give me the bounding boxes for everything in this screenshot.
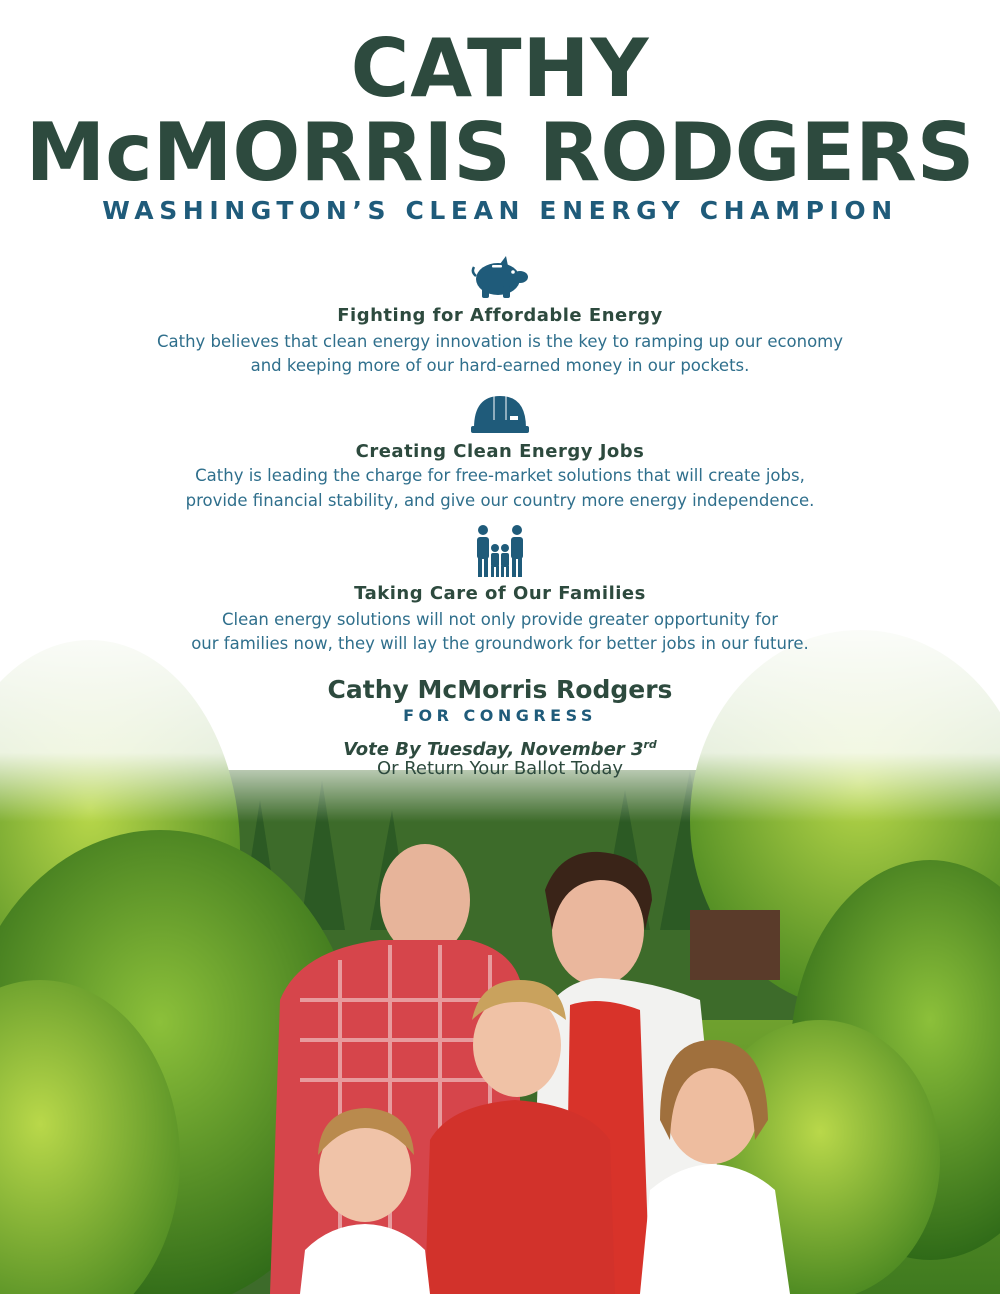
section-heading-clean-energy-jobs: Creating Clean Energy Jobs <box>355 441 645 462</box>
headline-last-name: McMORRIS RODGERS <box>25 106 975 199</box>
section-body-families-line2: our families now, they will lay the groundwork for better jobs in our future. <box>191 634 809 653</box>
hard-hat-icon <box>470 390 530 436</box>
vote-deadline-text: Vote By Tuesday, November 3 <box>343 739 644 760</box>
headline-first-name: CATHY <box>350 22 650 115</box>
family-icon <box>474 524 526 578</box>
section-body-affordable-energy-line1: Cathy believes that clean energy innovation is the key to ramping up our economy <box>156 332 844 351</box>
section-body-families-line1: Clean energy solutions will not only provide greater opportunity for <box>222 610 778 629</box>
piggy-bank-icon <box>470 254 530 300</box>
section-heading-affordable-energy: Fighting for Affordable Energy <box>337 305 663 326</box>
vote-date-suffix: rd <box>643 738 657 751</box>
section-heading-families: Taking Care of Our Families <box>354 583 646 604</box>
candidate-name: Cathy McMorris Rodgers <box>327 675 673 704</box>
section-body-clean-energy-jobs-line1: Cathy is leading the charge for free-market solutions that will create jobs, <box>195 466 805 485</box>
section-body-affordable-energy-line2: and keeping more of our hard-earned money in our pockets. <box>250 356 750 375</box>
for-congress-label: FOR CONGRESS <box>403 706 597 725</box>
tagline: WASHINGTON’S CLEAN ENERGY CHAMPION <box>102 196 898 225</box>
section-body-clean-energy-jobs-line2: provide financial stability, and give our country more energy independence. <box>185 491 815 510</box>
return-ballot-text: Or Return Your Ballot Today <box>376 758 624 779</box>
